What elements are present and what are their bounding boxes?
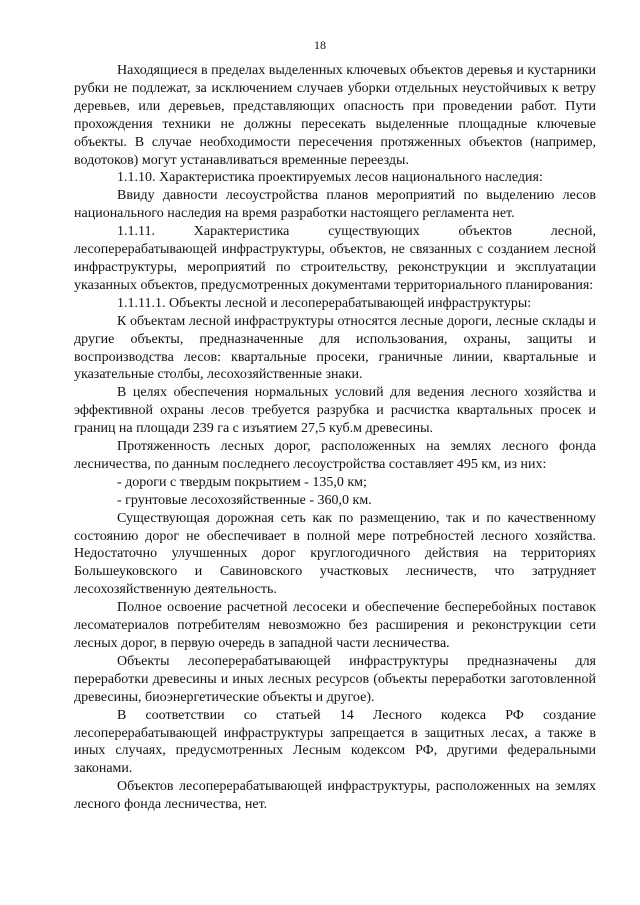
list-item-dirt-roads: - грунтовые лесохозяйственные - 360,0 км.	[117, 492, 372, 508]
paragraph-road-network: Существующая дорожная сеть как по размещению, так и по качественному состоянию дорог не обеспечивает в полной мере потребностей лесного хозяйства. Недостаточно улучшенных дорог круглогодичного действия на территориях Большеуковского и Савиновского участковых лесничеств, что затрудняет лесохозяйственную деятельность.	[74, 510, 596, 598]
paragraph-clearing: В целях обеспечения нормальных условий для ведения лесного хозяйства и эффективной охраны лесов требуется разрубка и расчистка квартальных просек и границ на площади 239 га с изъятием 27,5 куб.м древесины.	[74, 385, 596, 437]
section-heading-1-1-11-1: 1.1.11.1. Объекты лесной и лесоперерабатывающей инфраструктуры:	[117, 295, 532, 311]
paragraph-forest-infrastructure: К объектам лесной инфраструктуры относятся лесные дороги, лесные склады и другие объекты, предназначенные для использования, охраны, защиты и воспроизводства лесов: квартальные просеки, граничные линии, квартальные и указательные столбы, лесохозяйственные знаки.	[74, 313, 596, 383]
section-heading-1-1-10: 1.1.10. Характеристика проектируемых лесов национального наследия:	[117, 170, 543, 186]
paragraph-national-heritage: Ввиду давности лесоустройства планов мероприятий по выделению лесов национального наследия на время разработки настоящего регламента нет.	[74, 188, 596, 222]
paragraph-no-processing-objects: Объектов лесоперерабатывающей инфраструктуры, расположенных на землях лесного фонда лесничества, нет.	[74, 779, 596, 813]
list-item-paved-roads: - дороги с твердым покрытием - 135,0 км;	[117, 474, 367, 490]
paragraph-forest-code: В соответствии со статьей 14 Лесного кодекса РФ создание лесоперерабатывающей инфраструктуры запрещается в защитных лесах, а также в иных случаях, предусмотренных Лесным кодексом РФ, другими федеральными законами.	[74, 707, 596, 777]
paragraph-road-length: Протяженность лесных дорог, расположенных на землях лесного фонда лесничества, по данным последнего лесоустройства составляет 495 км, из них:	[74, 439, 596, 472]
section-heading-1-1-11: 1.1.11. Характеристика существующих объектов лесной, лесоперерабатывающей инфраструктуры, объектов, не связанных с созданием лесной инфраструктуры, мероприятий по строительству, реконструкции и эксплуатации указанных объектов, предусмотренных документами территориального планирования:	[74, 224, 596, 293]
paragraph-key-objects: Находящиеся в пределах выделенных ключевых объектов деревья и кустарники рубки не подлежат, за исключением случаев уборки отдельных неустойчивых к ветру деревьев, или деревьев, представляющих опасность при проведении работ. Пути прохождения техники не должны пересекать выделенные площадные ключевые объекты. В случае необходимости пересечения протяженных объектов (например, водотоков) могут устанавливаться временные переезды.	[74, 63, 596, 168]
document-body	[74, 62, 596, 814]
paragraph-road-expansion: Полное освоение расчетной лесосеки и обеспечение бесперебойных поставок лесоматериалов потребителям невозможно без расширения и реконструкции сети лесных дорог, в первую очередь в западной части лесничества.	[74, 600, 596, 651]
page-number: 18	[314, 38, 326, 52]
paragraph-processing-objects: Объекты лесоперерабатывающей инфраструктуры предназначены для переработки древесины и иных лесных ресурсов (объекты переработки заготовленной древесины, биоэнергетические объекты и другое).	[74, 653, 596, 705]
